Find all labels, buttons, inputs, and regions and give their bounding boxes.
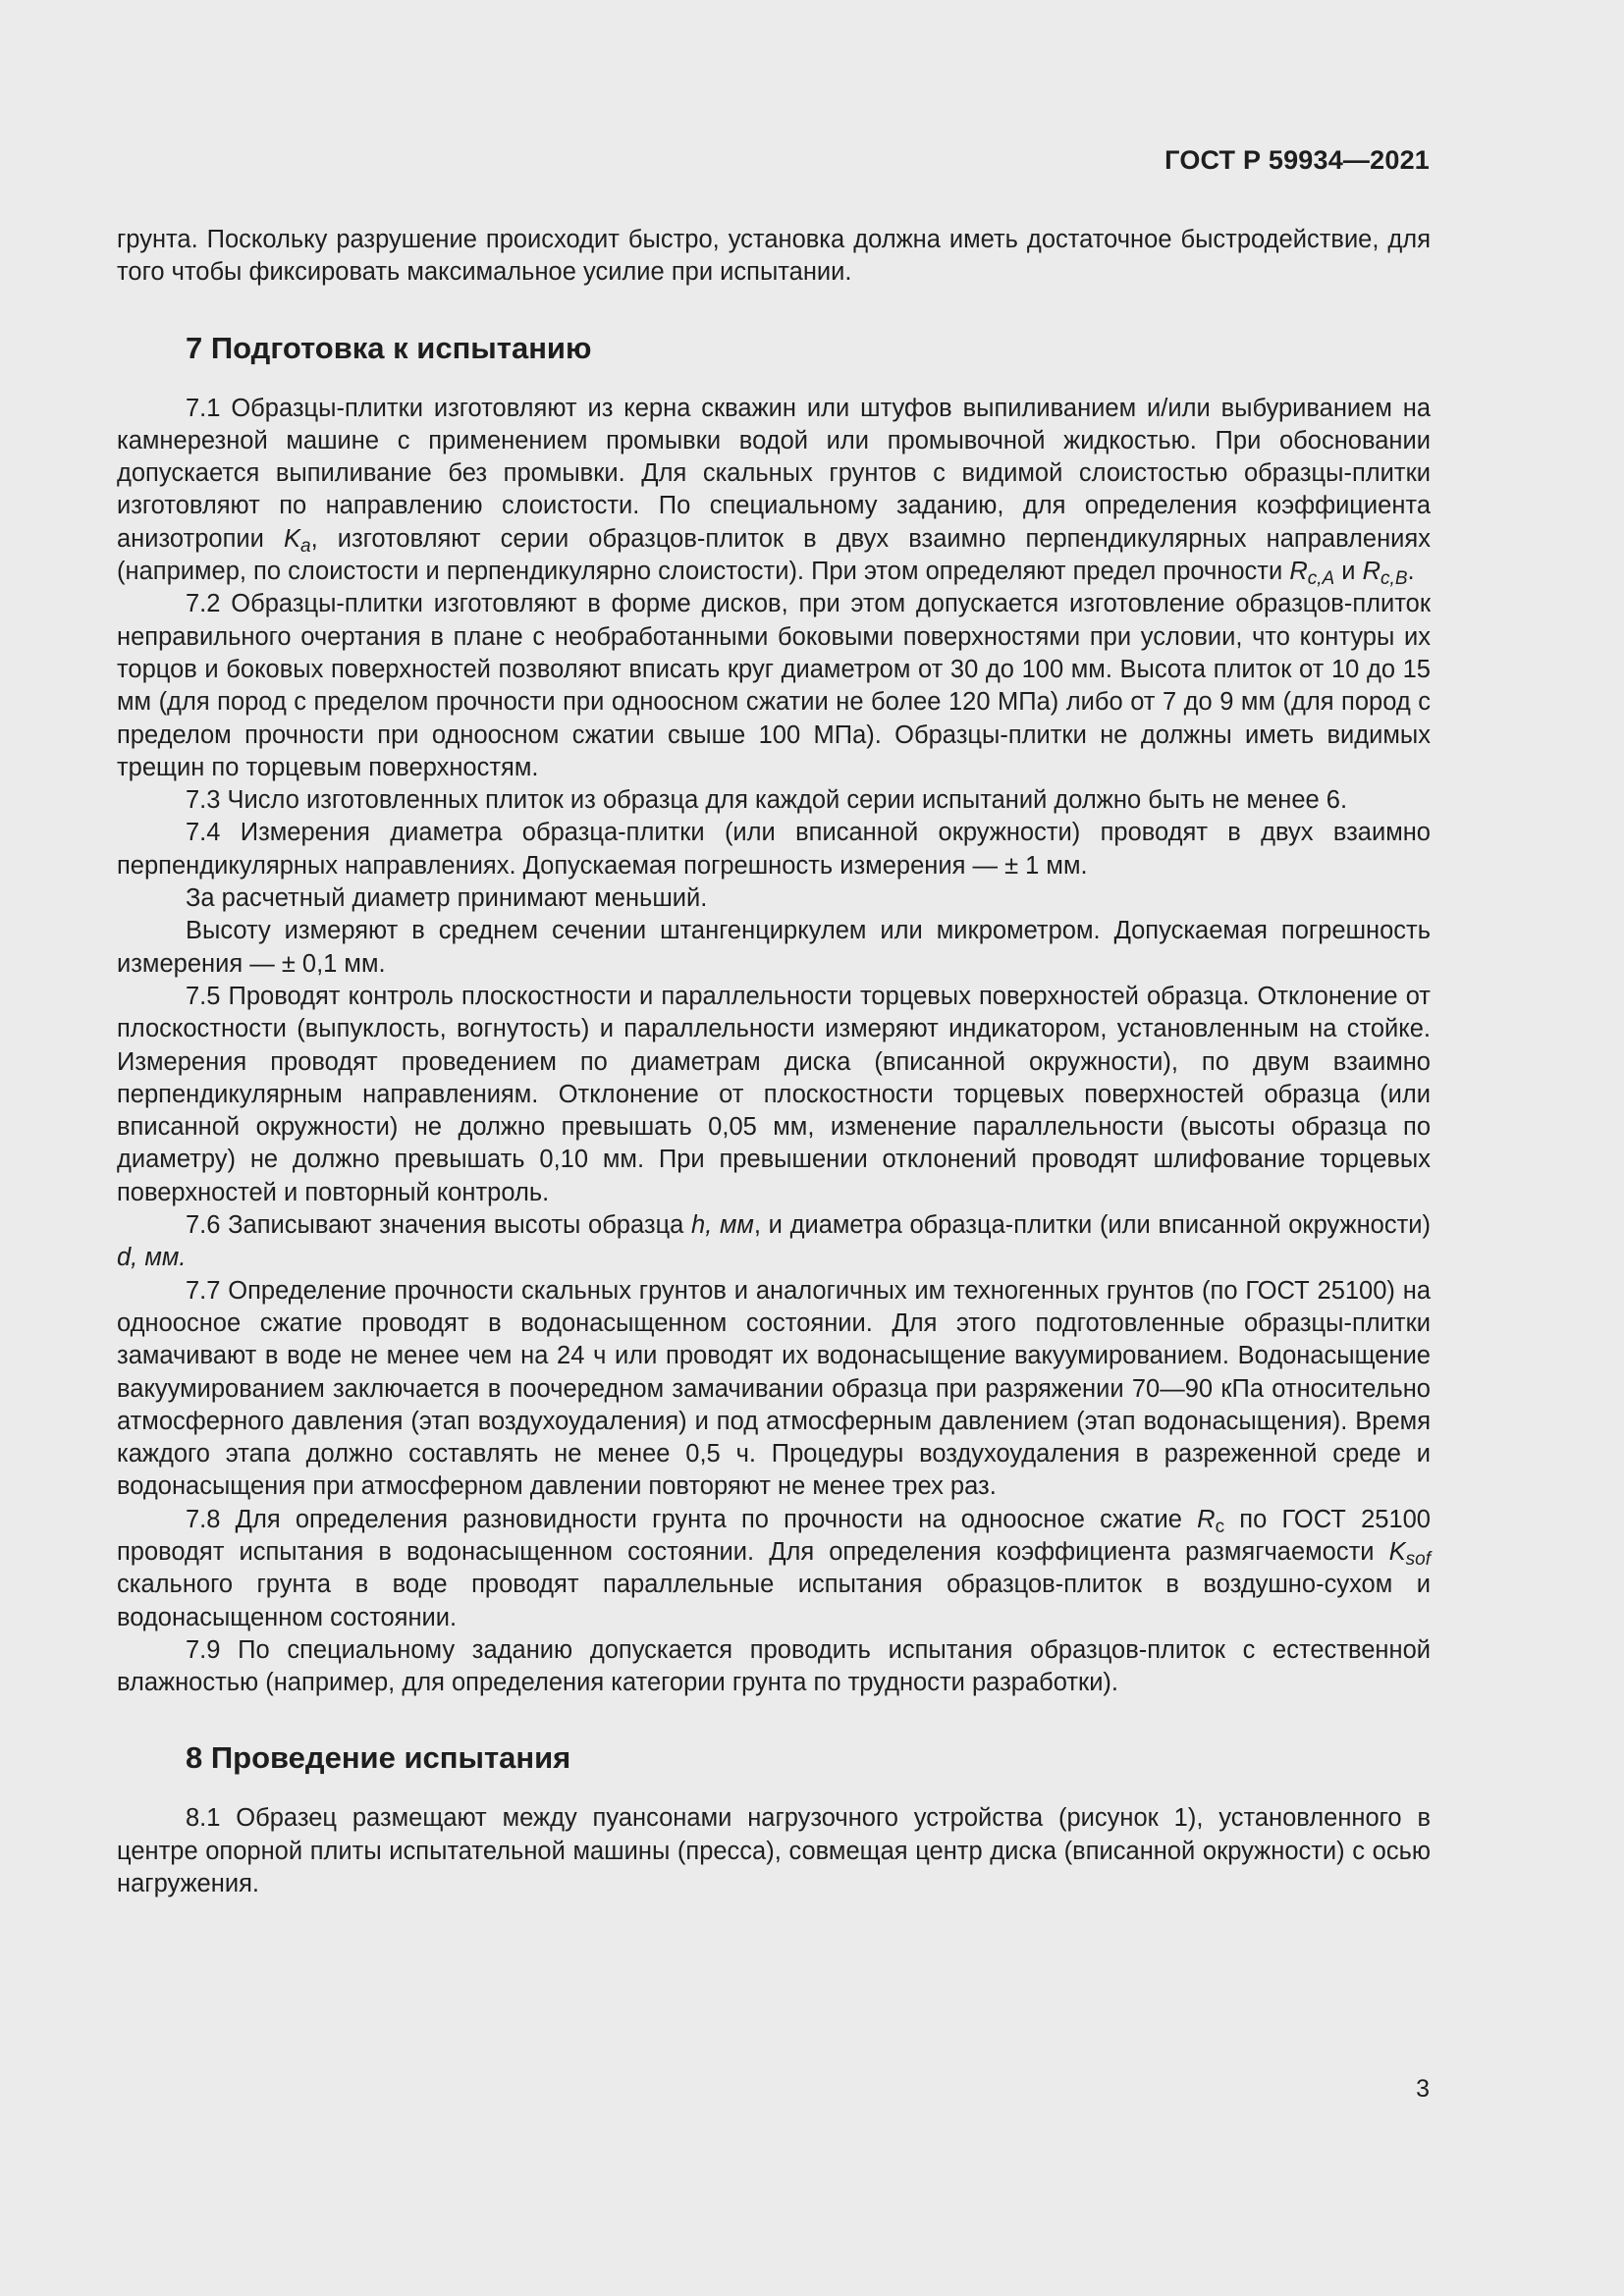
page-number: 3 xyxy=(1416,2075,1430,2103)
paragraph-7-1: 7.1 Образцы-плитки изготовляют из керна скважин или штуфов выпиливанием и/или выбуриванием на камнерезной машине с применением промывки водой или промывочной жидкостью. При обосновании допускается выпиливание без промывки. Для скальных грунтов с видимой слоистостью образцы-плитки изготовляют по направлению слоистости. По специальному заданию, для определения коэффициента анизотропии $K_a$, изготовляют серии образцов-плиток в двух взаимно перпендикулярных направлениях (например, по слоистости и перпендикулярно слоистости). При этом определяют предел прочности $R_{c,A}$ и $R_{c,B}$. xyxy=(117,394,1431,590)
paragraph-7-4: 7.4 Измерения диаметра образца-плитки (или вписанной окружности) проводят в двух взаимно перпендикулярных направлениях. Допускаемая погрешность измерения — ± 1 мм. xyxy=(117,819,1431,880)
section-heading-8: 8 Проведение испытания xyxy=(186,1740,571,1776)
section-heading-7: 7 Подготовка к испытанию xyxy=(186,330,592,365)
paragraph-7-4-height: Высоту измеряют в среднем сечении штангенциркулем или микрометром. Допускаемая погрешность измерения — ± 0,1 мм. xyxy=(117,917,1431,978)
paragraph-7-8: 7.8 Для определения разновидности грунта по прочности на одноосное сжатие $R_c$ по ГОСТ 25100 проводят испытания в водонасыщенном состоянии. Для определения коэффициента размягчаемости $K_{sof}$ скального грунта в воде проводят параллельные испытания образцов-плиток в воздушно-сухом и водонасыщенном состоянии. xyxy=(117,1505,1431,1631)
paragraph-7-4-diameter: За расчетный диаметр принимают меньший. xyxy=(186,884,708,913)
paragraph-7-6: 7.6 Записывают значения высоты образца h, мм, и диаметра образца-плитки (или вписанной окружности) d, мм. xyxy=(117,1211,1431,1272)
paragraph-7-5: 7.5 Проводят контроль плоскостности и параллельности торцевых поверхностей образца. Отклонение от плоскостности (выпуклость, вогнутость) и параллельности измеряют индикатором, установленным на стойке. Измерения проводят проведением по диаметрам диска (вписанной окружности), по двум взаимно перпендикулярным направлениям. Отклонение от плоскостности торцевых поверхностей образца (или вписанной окружности) не должно превышать 0,05 мм, изменение параллельности (высоты образца по диаметру) не должно превышать 0,10 мм. При превышении отклонений проводят шлифование торцевых поверхностей и повторный контроль. xyxy=(117,982,1431,1206)
paragraph-continuation: грунта. Поскольку разрушение происходит быстро, установка должна иметь достаточное быстродействие, для того чтобы фиксировать максимальное усилие при испытании. xyxy=(117,226,1431,287)
document-code: ГОСТ Р 59934—2021 xyxy=(1164,145,1430,175)
paragraph-8-1: 8.1 Образец размещают между пуансонами нагрузочного устройства (рисунок 1), установленного в центре опорной плиты испытательной машины (пресса), совмещая центр диска (вписанной окружности) с осью нагружения. xyxy=(117,1804,1431,1898)
paragraph-7-2: 7.2 Образцы-плитки изготовляют в форме дисков, при этом допускается изготовление образцов-плиток неправильного очертания в плане с необработанными боковыми поверхностями при условии, что контуры их торцов и боковых поверхностей позволяют вписать круг диаметром от 30 до 100 мм. Высота плиток от 10 до 15 мм (для пород с пределом прочности при одноосном сжатии не более 120 МПа) либо от 7 до 9 мм (для пород с пределом прочности при одноосном сжатии свыше 100 МПа). Образцы-плитки не должны иметь видимых трещин по торцевым поверхностям. xyxy=(117,590,1431,781)
paragraph-7-7: 7.7 Определение прочности скальных грунтов и аналогичных им техногенных грунтов (по ГОСТ 25100) на одноосное сжатие проводят в водонасыщенном состоянии. Для этого подготовленные образцы-плитки замачивают в воде не менее чем на 24 ч или проводят их водонасыщение вакуумированием. Водонасыщение вакуумированием заключается в поочередном замачивании образца при разряжении 70—90 кПа относительно атмосферного давления (этап воздухоудаления) и под атмосферным давлением (этап водонасыщения). Время каждого этапа должно составлять не менее 0,5 ч. Процедуры воздухоудаления в разреженной среде и водонасыщения при атмосферном давлении повторяют не менее трех раз. xyxy=(117,1276,1431,1501)
paragraph-7-3: 7.3 Число изготовленных плиток из образца для каждой серии испытаний должно быть не менее 6. xyxy=(186,786,1348,815)
page-content xyxy=(117,224,1431,1900)
paragraph-7-9: 7.9 По специальному заданию допускается проводить испытания образцов-плиток с естественной влажностью (например, для определения категории грунта по трудности разработки). xyxy=(117,1635,1431,1697)
